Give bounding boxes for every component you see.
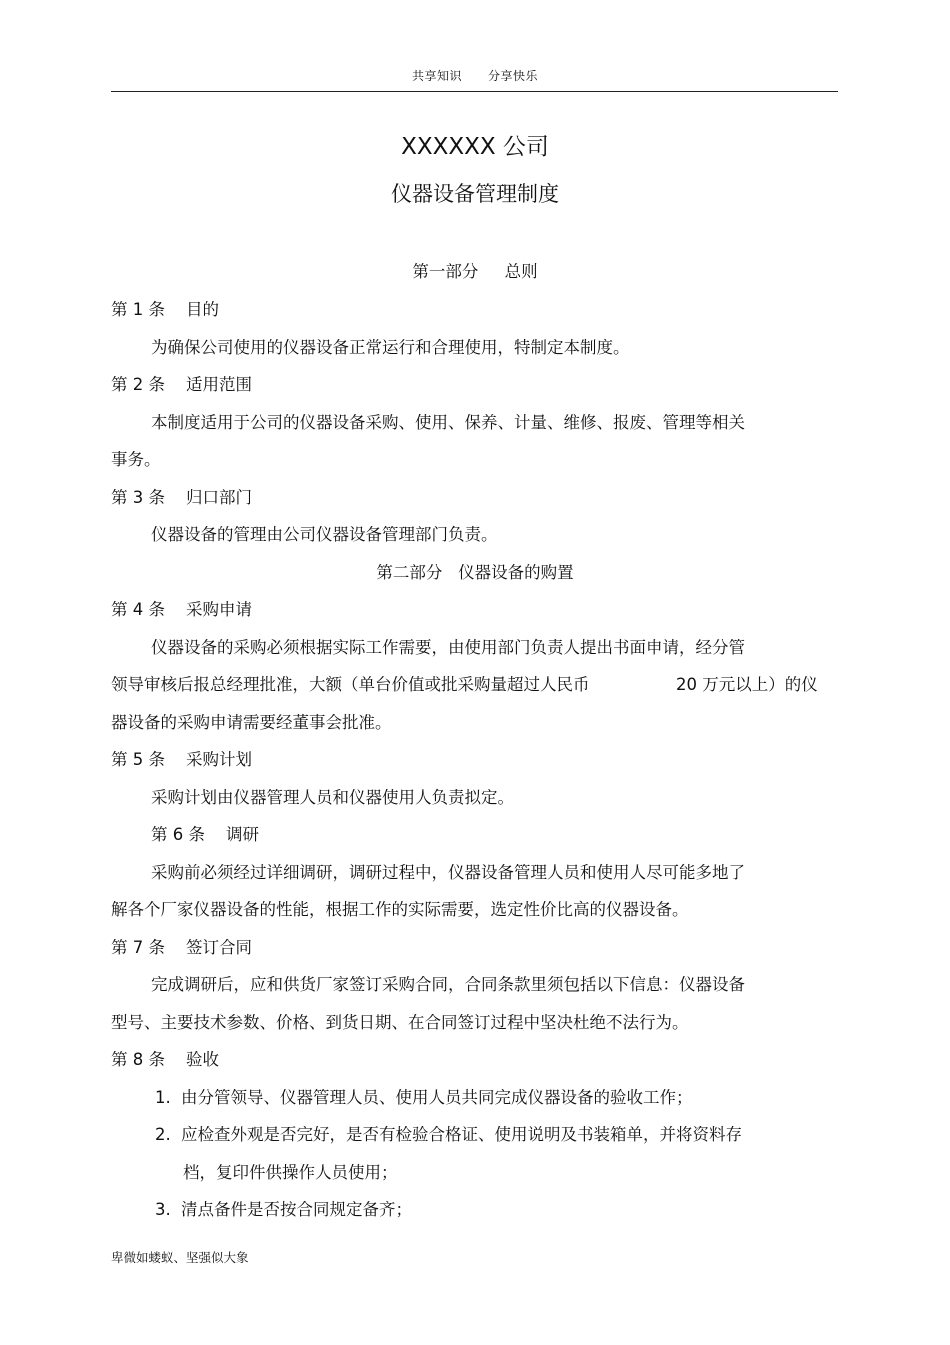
article-3-body: 仪器设备的管理由公司仪器设备管理部门负责。	[151, 525, 498, 544]
article-2-body-line2: 事务。	[111, 450, 161, 469]
list-item-text: 由分管领导、仪器管理人员、使用人员共同完成仪器设备的验收工作；	[181, 1088, 693, 1107]
page-header	[0, 67, 950, 84]
company-title: XXXXXX 公司	[401, 134, 549, 160]
header-rule	[111, 91, 838, 92]
list-item-number: 1.	[155, 1088, 171, 1107]
list-item-number: 2.	[155, 1125, 171, 1144]
part2-heading: 第二部分 仪器设备的购置	[376, 563, 574, 582]
article-6-heading: 第 6 条 调研	[151, 825, 259, 844]
article-5-body: 采购计划由仪器管理人员和仪器使用人负责拟定。	[151, 788, 514, 807]
list-item-text: 应检查外观是否完好，是否有检验合格证、使用说明及书装箱单，并将资料存	[181, 1125, 742, 1144]
article-7-body-line2: 型号、主要技术参数、价格、到货日期、在合同签订过程中坚决杜绝不法行为。	[111, 1013, 689, 1032]
article-4-body-line1: 仪器设备的采购必须根据实际工作需要，由使用部门负责人提出书面申请，经分管	[151, 638, 745, 657]
article-5-heading: 第 5 条 采购计划	[111, 750, 252, 769]
article-7-heading: 第 7 条 签订合同	[111, 938, 252, 957]
page-footer: 卑微如蝼蚁、坚强似大象	[111, 1250, 249, 1265]
article-1-heading: 第 1 条 目的	[111, 300, 219, 319]
header-left: 共享知识	[411, 69, 462, 83]
article-1-body: 为确保公司使用的仪器设备正常运行和合理使用，特制定本制度。	[151, 338, 630, 357]
document-title: 仪器设备管理制度	[391, 182, 559, 206]
article-8-heading: 第 8 条 验收	[111, 1050, 219, 1069]
part1-heading: 第一部分 总则	[412, 262, 538, 281]
list-item-number: 3.	[155, 1200, 171, 1219]
article-7-body-line1: 完成调研后，应和供货厂家签订采购合同，合同条款里须包括以下信息：仪器设备	[151, 975, 745, 994]
article-2-heading: 第 2 条 适用范围	[111, 375, 252, 394]
article-3-heading: 第 3 条 归口部门	[111, 488, 252, 507]
article-6-body-line2: 解各个厂家仪器设备的性能，根据工作的实际需要，选定性价比高的仪器设备。	[111, 900, 689, 919]
article-4-heading: 第 4 条 采购申请	[111, 600, 252, 619]
article-2-body-line1: 本制度适用于公司的仪器设备采购、使用、保养、计量、维修、报废、管理等相关	[151, 413, 745, 432]
article-4-body-line3: 器设备的采购申请需要经董事会批准。	[111, 713, 392, 732]
article-6-body-line1: 采购前必须经过详细调研，调研过程中，仪器设备管理人员和使用人尽可能多地了	[151, 863, 745, 882]
list-item-text: 清点备件是否按合同规定备齐；	[181, 1200, 412, 1219]
list-item-continuation: 档，复印件供操作人员使用；	[183, 1163, 398, 1182]
article-4-body-line2a: 领导审核后报总经理批准，大额（单台价值或批采购量超过人民币	[111, 675, 590, 694]
article-4-body-line2b: 20 万元以上）的仪	[676, 675, 818, 694]
header-right: 分享快乐	[488, 69, 539, 83]
